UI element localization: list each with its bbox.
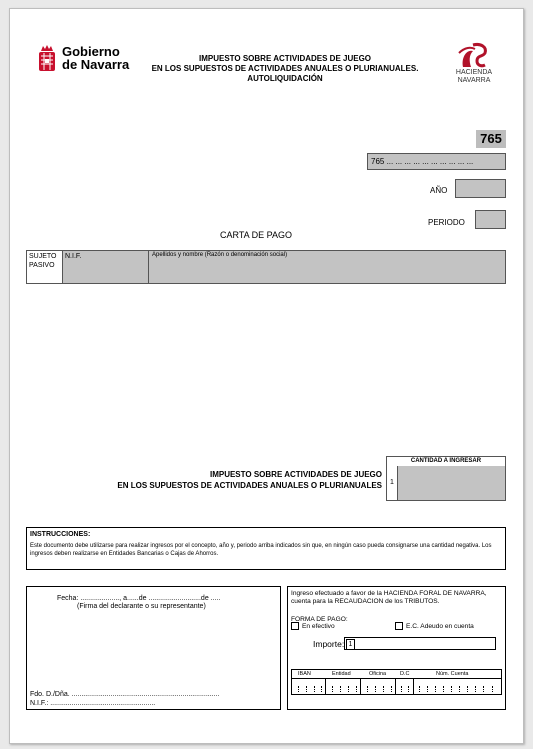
year-label: AÑO [430, 186, 448, 195]
name-field[interactable] [149, 251, 505, 283]
taxpayer-label-line1: SUJETO [29, 253, 57, 260]
taxpayer-label [27, 251, 63, 283]
amount-box-number: 1 [387, 466, 398, 500]
debit-checkbox[interactable] [395, 622, 403, 630]
amount-title-line1: IMPUESTO SOBRE ACTIVIDADES DE JUEGO [209, 470, 382, 479]
importe-field[interactable] [344, 637, 496, 650]
signature-label: (Firma del declarante o su representante) [77, 603, 206, 610]
oficina-label: Oficina [369, 671, 387, 677]
importe-box-number: 1 [346, 639, 355, 650]
signature-date-line: Fecha: ...................., a......de ...........................de ..... [57, 595, 221, 602]
signature-nif-line: N.I.F.: ...................................................... [30, 700, 156, 707]
payment-forma-label: FORMA DE PAGO: [291, 616, 348, 623]
form-title [130, 54, 440, 84]
payment-intro-line1: Ingreso efectuado a favor de la HACIENDA FORAL DE NAVARRA, [291, 590, 487, 597]
gobierno-logo-line2: de Navarra [62, 57, 130, 72]
amount-title-line2: EN LOS SUPUESTOS DE ACTIVIDADES ANUALES O PLURIANUALES [117, 481, 382, 490]
gobierno-logo-line1: Gobierno [62, 44, 120, 59]
form-title-line3: AUTOLIQUIDACIÓN [247, 74, 323, 83]
instructions-title: INSTRUCCIONES: [30, 531, 91, 538]
navarra-shield-icon [37, 43, 57, 73]
oficina-cell[interactable] [361, 679, 396, 694]
amount-input[interactable] [398, 466, 505, 500]
reference-dots: ... ... ... ... ... ... ... ... ... ... [384, 157, 474, 166]
dc-cell[interactable] [396, 679, 414, 694]
signature-fdo-line: Fdo. D./Dña. ............................................................................ [30, 691, 220, 698]
entidad-cell[interactable] [326, 679, 361, 694]
reference-prefix: 765 [371, 157, 385, 166]
payment-intro-line2: cuenta para la RECAUDACION de los TRIBUTOS. [291, 598, 440, 605]
amount-box [386, 456, 506, 501]
amount-header: CANTIDAD A INGRESAR [387, 457, 505, 467]
hacienda-logo-line1: HACIENDA [455, 69, 493, 76]
period-field[interactable] [475, 210, 506, 229]
cash-checkbox[interactable] [291, 622, 299, 630]
importe-label: Importe: [313, 639, 345, 649]
iban-label: IBAN [298, 671, 311, 677]
hacienda-emblem-icon [457, 41, 491, 69]
form-title-line1: IMPUESTO SOBRE ACTIVIDADES DE JUEGO [198, 54, 372, 63]
iban-cell[interactable] [292, 679, 326, 694]
model-code-badge: 765 [476, 130, 506, 148]
payment-box [287, 586, 506, 710]
cuenta-cell[interactable] [414, 679, 501, 694]
debit-label: E.C. Adeudo en cuenta [406, 623, 474, 630]
name-label: Apellidos y nombre (Razón o denominación social) [152, 252, 288, 258]
nif-field[interactable] [63, 251, 149, 283]
hacienda-logo-line2: NAVARRA [457, 77, 491, 84]
gobierno-navarra-logo [37, 41, 137, 77]
nif-label: N.I.F. [65, 253, 82, 260]
hacienda-navarra-logo [444, 41, 504, 91]
cash-label: En efectivo [302, 623, 335, 630]
period-label: PERIODO [428, 218, 465, 227]
cuenta-label: Núm. Cuenta [436, 671, 469, 677]
amount-title [100, 469, 382, 491]
instructions-text: Este documento debe utilizarse para realizar ingresos por el concepto, año y, periodo arriba indicados sin que, en ningún caso pueda consignarse una cantidad negativa. Los ingresos deben realizarse en Entidades Bancarias o Cajas de Ahorros. [30, 543, 492, 557]
instructions-box [26, 527, 506, 570]
form-page [9, 8, 524, 744]
entidad-label: Entidad [332, 671, 351, 677]
payment-cash-option[interactable] [291, 622, 335, 631]
form-title-line2: EN LOS SUPUESTOS DE ACTIVIDADES ANUALES O PLURIANUALES. [151, 64, 419, 73]
dc-label: D.C [400, 671, 410, 677]
taxpayer-row [26, 250, 506, 284]
reference-field[interactable] [367, 153, 506, 170]
carta-de-pago-title: CARTA DE PAGO [220, 230, 293, 240]
year-field[interactable] [455, 179, 506, 198]
signature-box [26, 586, 281, 710]
taxpayer-label-line2: PASIVO [29, 262, 55, 269]
payment-debit-option[interactable] [395, 622, 474, 631]
bank-account-grid [291, 669, 502, 695]
